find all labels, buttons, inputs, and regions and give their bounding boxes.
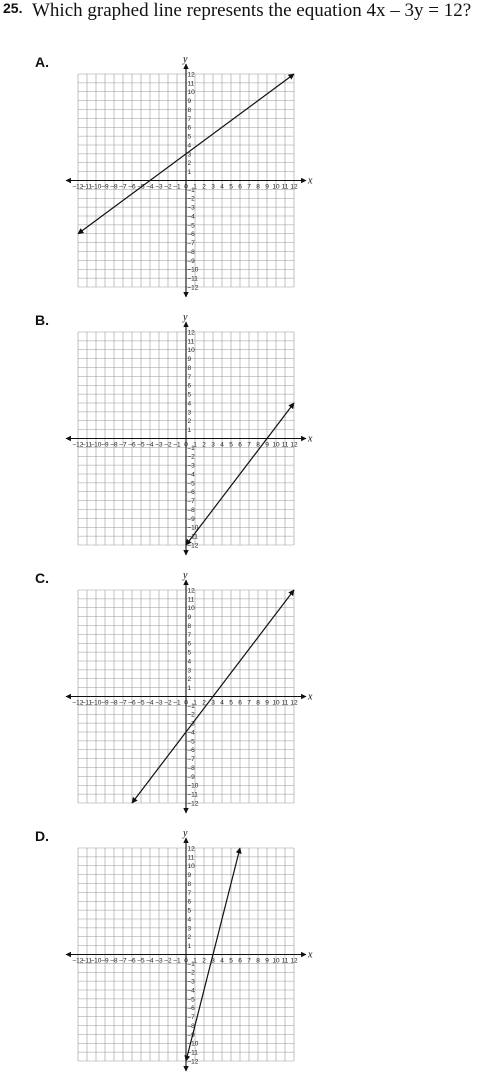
- x-tick-label: 9: [265, 441, 269, 449]
- x-tick-label: –2: [164, 699, 172, 707]
- x-tick-label: 3: [211, 957, 215, 965]
- x-tick-label: –8: [110, 699, 118, 707]
- x-tick-label: 9: [265, 957, 269, 965]
- x-tick-label: –5: [137, 957, 145, 965]
- y-tick-label: –4: [187, 987, 195, 995]
- x-tick-label: 10: [272, 183, 280, 191]
- y-tick-label: 8: [187, 364, 192, 372]
- y-tick-label: 5: [187, 391, 192, 399]
- y-tick-label: 8: [187, 106, 192, 114]
- y-tick-label: –9: [187, 257, 195, 265]
- x-tick-label: –7: [119, 699, 127, 707]
- y-tick-label: 12: [187, 587, 195, 595]
- y-tick-label: 5: [187, 649, 192, 657]
- y-tick-label: –1: [187, 186, 195, 194]
- x-tick-label: 1: [193, 183, 197, 191]
- x-tick-label: –10: [90, 699, 102, 707]
- x-tick-label: 7: [247, 699, 251, 707]
- x-tick-label: 4: [220, 699, 224, 707]
- y-axis-label: y: [183, 570, 188, 581]
- y-tick-label: –8: [187, 248, 195, 256]
- y-tick-label: –3: [187, 462, 195, 470]
- x-tick-label: 3: [211, 183, 215, 191]
- x-tick-label: 3: [211, 441, 215, 449]
- y-tick-label: 10: [187, 89, 195, 97]
- x-tick-label: –7: [119, 183, 127, 191]
- x-tick-label: 8: [256, 441, 260, 449]
- x-tick-label: 2: [202, 699, 206, 707]
- y-tick-label: –6: [187, 231, 195, 239]
- y-tick-label: –10: [187, 1040, 199, 1048]
- y-tick-label: –7: [187, 498, 195, 506]
- x-tick-label: 12: [290, 441, 298, 449]
- y-tick-label: –9: [187, 1031, 195, 1039]
- x-axis-label: x: [308, 433, 313, 445]
- y-tick-label: –10: [187, 524, 199, 532]
- x-tick-label: –7: [119, 441, 127, 449]
- x-tick-label: –3: [155, 183, 163, 191]
- x-tick-label: 11: [281, 957, 289, 965]
- y-tick-label: 4: [187, 916, 192, 924]
- x-tick-label: –3: [155, 441, 163, 449]
- y-tick-label: 8: [187, 880, 192, 888]
- y-tick-label: 5: [187, 133, 192, 141]
- x-tick-label: 12: [290, 183, 298, 191]
- y-tick-label: 7: [187, 373, 192, 381]
- coordinate-plane: [0, 828, 320, 1078]
- x-tick-label: –1: [173, 183, 181, 191]
- x-tick-label: 1: [193, 699, 197, 707]
- y-tick-label: –12: [187, 284, 199, 292]
- y-tick-label: 1: [187, 685, 192, 693]
- x-tick-label: 2: [202, 957, 206, 965]
- y-tick-label: 2: [187, 418, 192, 426]
- x-tick-label: –1: [173, 699, 181, 707]
- x-tick-label: –9: [101, 183, 109, 191]
- y-tick-label: 11: [187, 338, 195, 346]
- x-tick-label: 4: [220, 183, 224, 191]
- x-tick-label: –11: [81, 441, 93, 449]
- y-tick-label: 1: [187, 427, 192, 435]
- x-tick-label: –8: [110, 957, 118, 965]
- y-tick-label: 3: [187, 667, 192, 675]
- x-tick-label: –2: [164, 957, 172, 965]
- y-tick-label: 7: [187, 115, 192, 123]
- y-axis-label: y: [183, 312, 188, 323]
- y-tick-label: –5: [187, 996, 195, 1004]
- x-tick-label: 5: [229, 957, 233, 965]
- x-tick-label: –1: [173, 441, 181, 449]
- x-tick-label: 10: [272, 957, 280, 965]
- y-tick-label: 12: [187, 329, 195, 337]
- x-tick-label: 1: [193, 957, 197, 965]
- x-tick-label: 11: [281, 183, 289, 191]
- y-tick-label: –2: [187, 453, 195, 461]
- x-tick-label: –6: [128, 699, 136, 707]
- x-tick-label: –10: [90, 183, 102, 191]
- answer-option-b[interactable]: [0, 312, 500, 570]
- x-tick-label: –12: [72, 183, 84, 191]
- x-axis-label: x: [308, 691, 313, 703]
- y-tick-label: –11: [187, 533, 198, 541]
- x-tick-label: –4: [146, 699, 154, 707]
- y-tick-label: –2: [187, 969, 195, 977]
- x-tick-label: –3: [155, 957, 163, 965]
- y-tick-label: –3: [187, 204, 195, 212]
- x-tick-label: 0: [184, 183, 188, 191]
- y-tick-label: 6: [187, 640, 192, 648]
- y-tick-label: –4: [187, 471, 195, 479]
- y-tick-label: –8: [187, 764, 195, 772]
- y-tick-label: 1: [187, 943, 192, 951]
- x-axis-label: x: [308, 175, 313, 187]
- x-tick-label: 5: [229, 441, 233, 449]
- x-tick-label: –11: [81, 957, 93, 965]
- y-tick-label: 8: [187, 622, 192, 630]
- x-tick-label: –9: [101, 957, 109, 965]
- x-tick-label: –5: [137, 183, 145, 191]
- y-tick-label: –1: [187, 702, 195, 710]
- y-tick-label: 12: [187, 845, 195, 853]
- x-tick-label: 2: [202, 183, 206, 191]
- option-letter: A.: [35, 54, 49, 70]
- coordinate-plane: [0, 570, 320, 820]
- y-tick-label: –7: [187, 240, 195, 248]
- x-tick-label: 11: [281, 699, 289, 707]
- y-tick-label: –2: [187, 195, 195, 203]
- y-tick-label: 7: [187, 631, 192, 639]
- x-tick-label: –8: [110, 441, 118, 449]
- y-tick-label: 5: [187, 907, 192, 915]
- x-tick-label: 4: [220, 441, 224, 449]
- y-tick-label: 10: [187, 605, 195, 613]
- x-tick-label: –12: [72, 441, 84, 449]
- option-letter: D.: [35, 828, 49, 844]
- y-tick-label: 11: [187, 80, 195, 88]
- x-tick-label: –4: [146, 183, 154, 191]
- x-tick-label: 10: [272, 441, 280, 449]
- x-tick-label: –3: [155, 699, 163, 707]
- y-tick-label: –6: [187, 1005, 195, 1013]
- y-tick-label: 9: [187, 356, 192, 364]
- y-tick-label: –10: [187, 782, 199, 790]
- y-tick-label: 2: [187, 160, 192, 168]
- y-tick-label: –12: [187, 1058, 199, 1066]
- y-tick-label: 12: [187, 71, 195, 79]
- question-header: [0, 0, 500, 30]
- x-tick-label: –1: [173, 957, 181, 965]
- y-tick-label: –7: [187, 1014, 195, 1022]
- x-tick-label: 6: [238, 957, 242, 965]
- x-tick-label: –2: [164, 183, 172, 191]
- x-tick-label: –4: [146, 957, 154, 965]
- y-tick-label: 3: [187, 151, 192, 159]
- x-tick-label: 8: [256, 699, 260, 707]
- y-tick-label: –11: [187, 275, 198, 283]
- y-tick-label: 9: [187, 872, 192, 880]
- x-tick-label: 5: [229, 699, 233, 707]
- y-tick-label: –11: [187, 1049, 198, 1057]
- y-tick-label: –3: [187, 720, 195, 728]
- option-letter: C.: [35, 570, 49, 586]
- question-number: 25.: [3, 0, 23, 16]
- y-tick-label: –3: [187, 978, 195, 986]
- x-tick-label: –8: [110, 183, 118, 191]
- x-tick-label: –11: [81, 699, 93, 707]
- x-tick-label: –4: [146, 441, 154, 449]
- y-tick-label: –6: [187, 747, 195, 755]
- y-tick-label: 3: [187, 409, 192, 417]
- x-tick-label: 4: [220, 957, 224, 965]
- x-tick-label: 12: [290, 957, 298, 965]
- y-tick-label: –12: [187, 542, 199, 550]
- x-tick-label: 7: [247, 957, 251, 965]
- x-tick-label: 0: [184, 441, 188, 449]
- x-tick-label: 3: [211, 699, 215, 707]
- y-tick-label: 4: [187, 658, 192, 666]
- coordinate-plane: [0, 54, 320, 304]
- question-text: Which graphed line represents the equation 4x – 3y = 12?: [32, 0, 472, 21]
- y-tick-label: –7: [187, 756, 195, 764]
- y-tick-label: 2: [187, 934, 192, 942]
- x-tick-label: –10: [90, 957, 102, 965]
- y-tick-label: –5: [187, 738, 195, 746]
- x-tick-label: 6: [238, 183, 242, 191]
- x-tick-label: 12: [290, 699, 298, 707]
- x-tick-label: –6: [128, 183, 136, 191]
- x-tick-label: 7: [247, 441, 251, 449]
- y-tick-label: –2: [187, 711, 195, 719]
- x-tick-label: –12: [72, 699, 84, 707]
- y-tick-label: 3: [187, 925, 192, 933]
- y-tick-label: –1: [187, 444, 195, 452]
- y-tick-label: 6: [187, 898, 192, 906]
- y-tick-label: 7: [187, 889, 192, 897]
- y-tick-label: 4: [187, 142, 192, 150]
- y-tick-label: –11: [187, 791, 198, 799]
- y-tick-label: –8: [187, 506, 195, 514]
- y-tick-label: –4: [187, 729, 195, 737]
- y-tick-label: 10: [187, 347, 195, 355]
- x-tick-label: –6: [128, 441, 136, 449]
- y-tick-label: 9: [187, 614, 192, 622]
- y-axis-label: y: [183, 828, 188, 839]
- x-tick-label: –7: [119, 957, 127, 965]
- y-tick-label: –5: [187, 222, 195, 230]
- y-tick-label: –12: [187, 800, 199, 808]
- x-tick-label: –5: [137, 441, 145, 449]
- y-tick-label: –4: [187, 213, 195, 221]
- x-tick-label: 9: [265, 183, 269, 191]
- y-tick-label: –9: [187, 515, 195, 523]
- x-axis-label: x: [308, 949, 313, 961]
- x-tick-label: –5: [137, 699, 145, 707]
- y-tick-label: 11: [187, 854, 195, 862]
- x-tick-label: 11: [281, 441, 289, 449]
- y-tick-label: 1: [187, 169, 192, 177]
- x-tick-label: 2: [202, 441, 206, 449]
- y-tick-label: –8: [187, 1022, 195, 1030]
- y-tick-label: 10: [187, 863, 195, 871]
- x-tick-label: –10: [90, 441, 102, 449]
- y-tick-label: 2: [187, 676, 192, 684]
- x-tick-label: 6: [238, 441, 242, 449]
- answer-option-c[interactable]: [0, 570, 500, 828]
- x-tick-label: –2: [164, 441, 172, 449]
- y-tick-label: 11: [187, 596, 195, 604]
- y-tick-label: 4: [187, 400, 192, 408]
- option-letter: B.: [35, 312, 49, 328]
- x-tick-label: 8: [256, 183, 260, 191]
- x-tick-label: 5: [229, 183, 233, 191]
- x-tick-label: 6: [238, 699, 242, 707]
- y-tick-label: 6: [187, 124, 192, 132]
- coordinate-plane: [0, 312, 320, 562]
- y-tick-label: 9: [187, 98, 192, 106]
- x-tick-label: –6: [128, 957, 136, 965]
- x-tick-label: 8: [256, 957, 260, 965]
- y-tick-label: –10: [187, 266, 199, 274]
- x-tick-label: 10: [272, 699, 280, 707]
- y-tick-label: 6: [187, 382, 192, 390]
- x-tick-label: 1: [193, 441, 197, 449]
- x-tick-label: 7: [247, 183, 251, 191]
- x-tick-label: 0: [184, 957, 188, 965]
- y-axis-label: y: [183, 54, 188, 65]
- x-tick-label: –9: [101, 699, 109, 707]
- y-tick-label: –5: [187, 480, 195, 488]
- y-tick-label: –1: [187, 960, 195, 968]
- x-tick-label: 9: [265, 699, 269, 707]
- answer-option-a[interactable]: [0, 54, 500, 312]
- x-tick-label: –9: [101, 441, 109, 449]
- answer-option-d[interactable]: [0, 828, 500, 1086]
- x-tick-label: –11: [81, 183, 93, 191]
- x-tick-label: 0: [184, 699, 188, 707]
- y-tick-label: –6: [187, 489, 195, 497]
- y-tick-label: –9: [187, 773, 195, 781]
- x-tick-label: –12: [72, 957, 84, 965]
